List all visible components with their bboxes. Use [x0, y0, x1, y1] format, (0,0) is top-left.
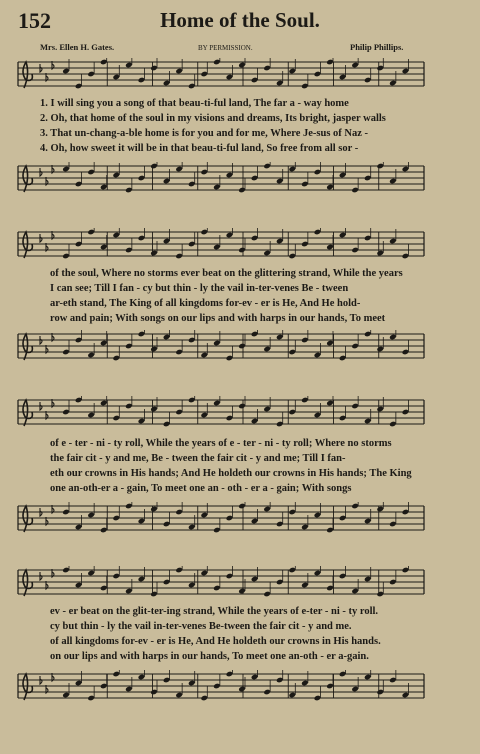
- treble-staff-2: [0, 228, 480, 262]
- author-credit: Mrs. Ellen H. Gates.: [40, 42, 115, 52]
- treble-staff-3: [0, 396, 480, 430]
- lyric-line: 3. That un-chang-a-ble home is for you and for me, Where Je-sus of Naz -: [40, 128, 369, 139]
- permission-note: BY PERMISSION.: [198, 44, 253, 52]
- treble-staff-4: [0, 566, 480, 600]
- bass-staff-1: [0, 162, 480, 196]
- lyric-line: 4. Oh, how sweet it will be in that beau-ti-ful land, So free from all sor -: [40, 143, 359, 154]
- lyric-line: ar-eth stand, The King of all kingdoms for-ev - er is He, And He hold-: [50, 298, 361, 309]
- treble-staff-1: [0, 58, 480, 92]
- lyric-line: of e - ter - ni - ty roll, While the years of e - ter - ni - ty roll; Where no storms: [50, 438, 392, 449]
- lyric-line: one an-oth-er a - gain, To meet one an - oth - er a - gain; With songs: [50, 483, 352, 494]
- lyric-line: on our lips and with harps in our hands, To meet one an-oth - er a-gain.: [50, 651, 369, 662]
- lyric-line: row and pain; With songs on our lips and with harps in our hands, To meet: [50, 313, 386, 324]
- hymn-number: 152: [18, 8, 51, 33]
- bass-staff-3: [0, 502, 480, 536]
- lyric-line: I can see; Till I fan - cy but thin - ly the vail in-ter-venes Be - tween: [50, 283, 349, 294]
- lyric-line: ev - er beat on the glit-ter-ing strand, While the years of e-ter - ni - ty roll.: [50, 606, 379, 617]
- lyric-line: cy but thin - ly the vail in-ter-venes Be-tween the fair cit - y and me.: [50, 621, 352, 632]
- lyric-line: 1. I will sing you a song of that beau-ti-ful land, The far a - way home: [40, 98, 349, 109]
- lyric-line: of all kingdoms for-ev - er is He, And He holdeth our crowns in His hands.: [50, 636, 381, 647]
- lyric-line: the fair cit - y and me, Be - tween the fair cit - y and me; Till I fan-: [50, 453, 346, 464]
- lyric-line: of the soul, Where no storms ever beat on the glittering strand, While the years: [50, 268, 403, 279]
- bass-staff-4: [0, 670, 480, 704]
- lyric-line: eth our crowns in His hands; And He holdeth our crowns in His hands; The King: [50, 468, 412, 479]
- bass-staff-2: [0, 330, 480, 364]
- composer-credit: Philip Phillips.: [350, 42, 404, 52]
- lyric-line: 2. Oh, that home of the soul in my visions and dreams, Its bright, jasper walls: [40, 113, 386, 124]
- hymn-title: Home of the Soul.: [160, 8, 320, 32]
